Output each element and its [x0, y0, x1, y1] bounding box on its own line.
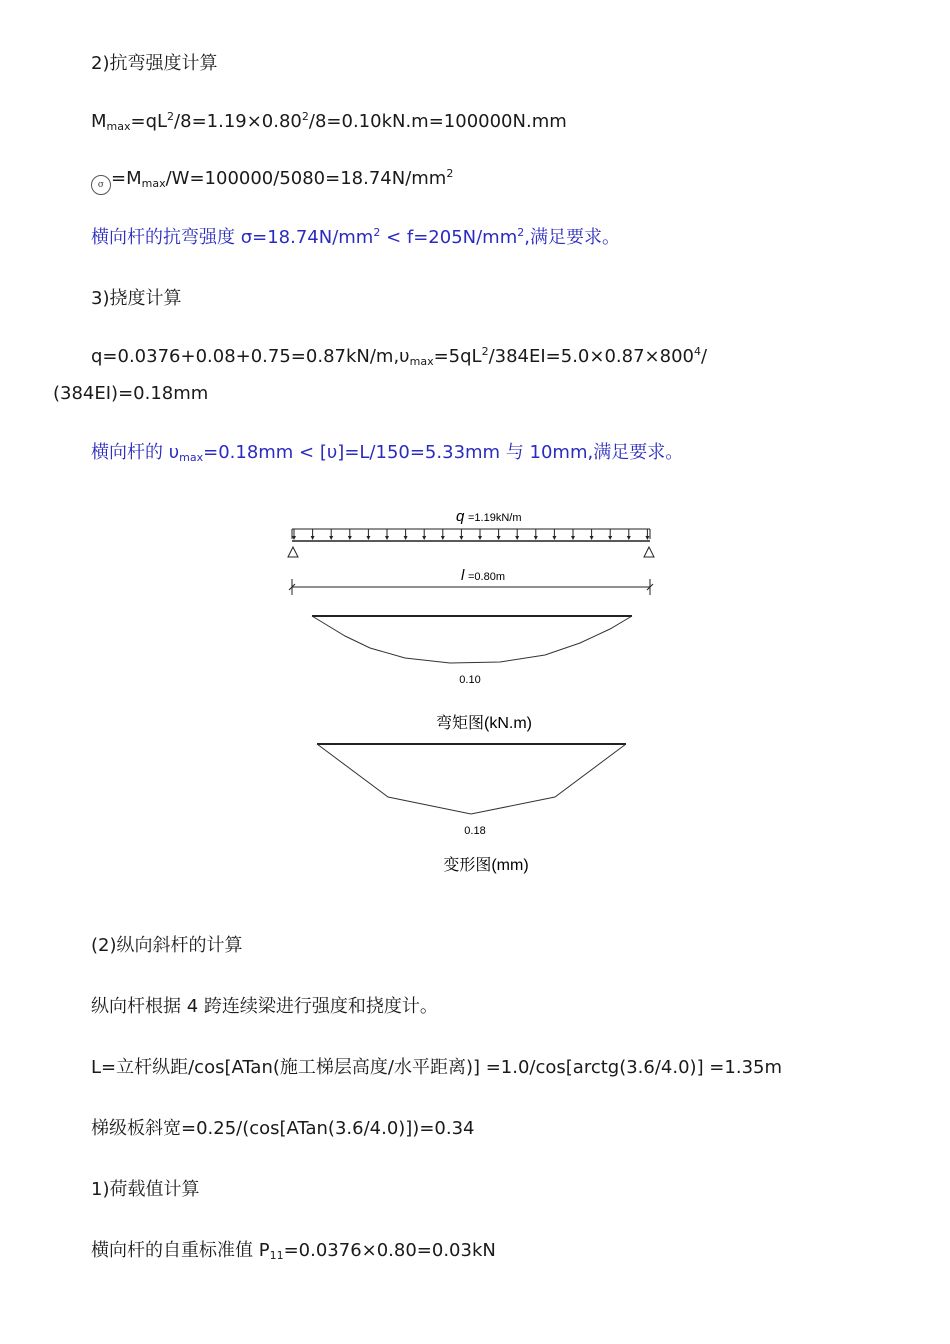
self-weight-formula: 横向杆的自重标准值 $P_{11}=0.0376\times 0.80=0.03kN$	[91, 1240, 496, 1262]
load-arrowhead	[571, 536, 575, 540]
load-arrowhead	[441, 536, 445, 540]
load-arrowhead	[590, 536, 594, 540]
load-arrowhead	[366, 536, 370, 540]
deflection-calc: $q=0.0376+0.08+0.75=0.87kN/m,\upsilon_{max}=5qL^2/384EI=5.0\times 0.87\times 800^4/$	[91, 345, 708, 368]
span-value-label: =0.80m	[468, 571, 505, 583]
load-arrowhead	[292, 536, 296, 540]
load-arrowhead	[608, 536, 612, 540]
length-formula: L=立杆纵距/cos[ATan(施工梯层高度/水平距离)] =1.0/cos[arctg(3.6/4.0)] =1.35m	[91, 1057, 783, 1078]
longitudinal-heading: (2)纵向斜杆的计算	[91, 935, 243, 956]
load-arrowhead	[404, 536, 408, 540]
deflection-curve	[317, 744, 626, 814]
load-arrowhead	[348, 536, 352, 540]
load-arrowhead	[385, 536, 389, 540]
deflection-value-label: 0.18	[464, 825, 486, 837]
load-arrowhead	[478, 536, 482, 540]
span-l-label: l	[461, 567, 465, 584]
left-support	[288, 547, 298, 557]
load-arrowhead	[627, 536, 631, 540]
deflection-calc-line2: (384EI)=0.18mm	[53, 383, 209, 404]
sigma-symbol-icon: σ	[91, 175, 111, 195]
load-value-label: =1.19kN/m	[468, 512, 522, 524]
load-arrowhead	[329, 536, 333, 540]
load-heading: 1)荷载值计算	[91, 1179, 200, 1200]
sigma-formula: $\sigma =M_{max}/W=100000/5080=18.74N/mm^2$	[91, 167, 453, 195]
deflection-result: 横向杆的 $\upsilon_{max}=0.18mm < [\upsilon]=L/150=5.33mm$ 与 10mm,满足要求。	[91, 442, 684, 464]
moment-curve	[312, 616, 632, 663]
load-arrowhead	[534, 536, 538, 540]
deflection-caption: 变形图(mm)	[443, 857, 529, 874]
load-arrowhead	[459, 536, 463, 540]
step-width-formula: 梯级板斜宽=0.25/(cos[ATan(3.6/4.0)])=0.34	[91, 1118, 475, 1139]
moment-caption: 弯矩图(kN.m)	[436, 715, 532, 732]
longitudinal-desc: 纵向杆根据 4 跨连续梁进行强度和挠度计。	[91, 996, 438, 1017]
bending-heading: 2)抗弯强度计算	[91, 53, 218, 74]
load-arrowhead	[552, 536, 556, 540]
right-support	[644, 547, 654, 557]
beam-diagram	[0, 495, 950, 895]
load-arrowhead	[515, 536, 519, 540]
load-arrowhead	[422, 536, 426, 540]
deflection-heading: 3)挠度计算	[91, 288, 182, 309]
bending-result: 横向杆的抗弯强度 $\sigma=18.74N/mm^2 < f=205N/mm^2$,满足要求。	[91, 226, 620, 248]
mmax-formula: $M_{max}=qL^2/8=1.19\times 0.80^2/8=0.10kN.m=100000N.mm$	[91, 110, 567, 133]
moment-value-label: 0.10	[459, 674, 481, 686]
load-arrowhead	[497, 536, 501, 540]
distributed-load-arrows	[292, 529, 649, 540]
load-arrowhead	[645, 536, 649, 540]
load-q-label: q	[456, 508, 465, 525]
load-arrowhead	[311, 536, 315, 540]
